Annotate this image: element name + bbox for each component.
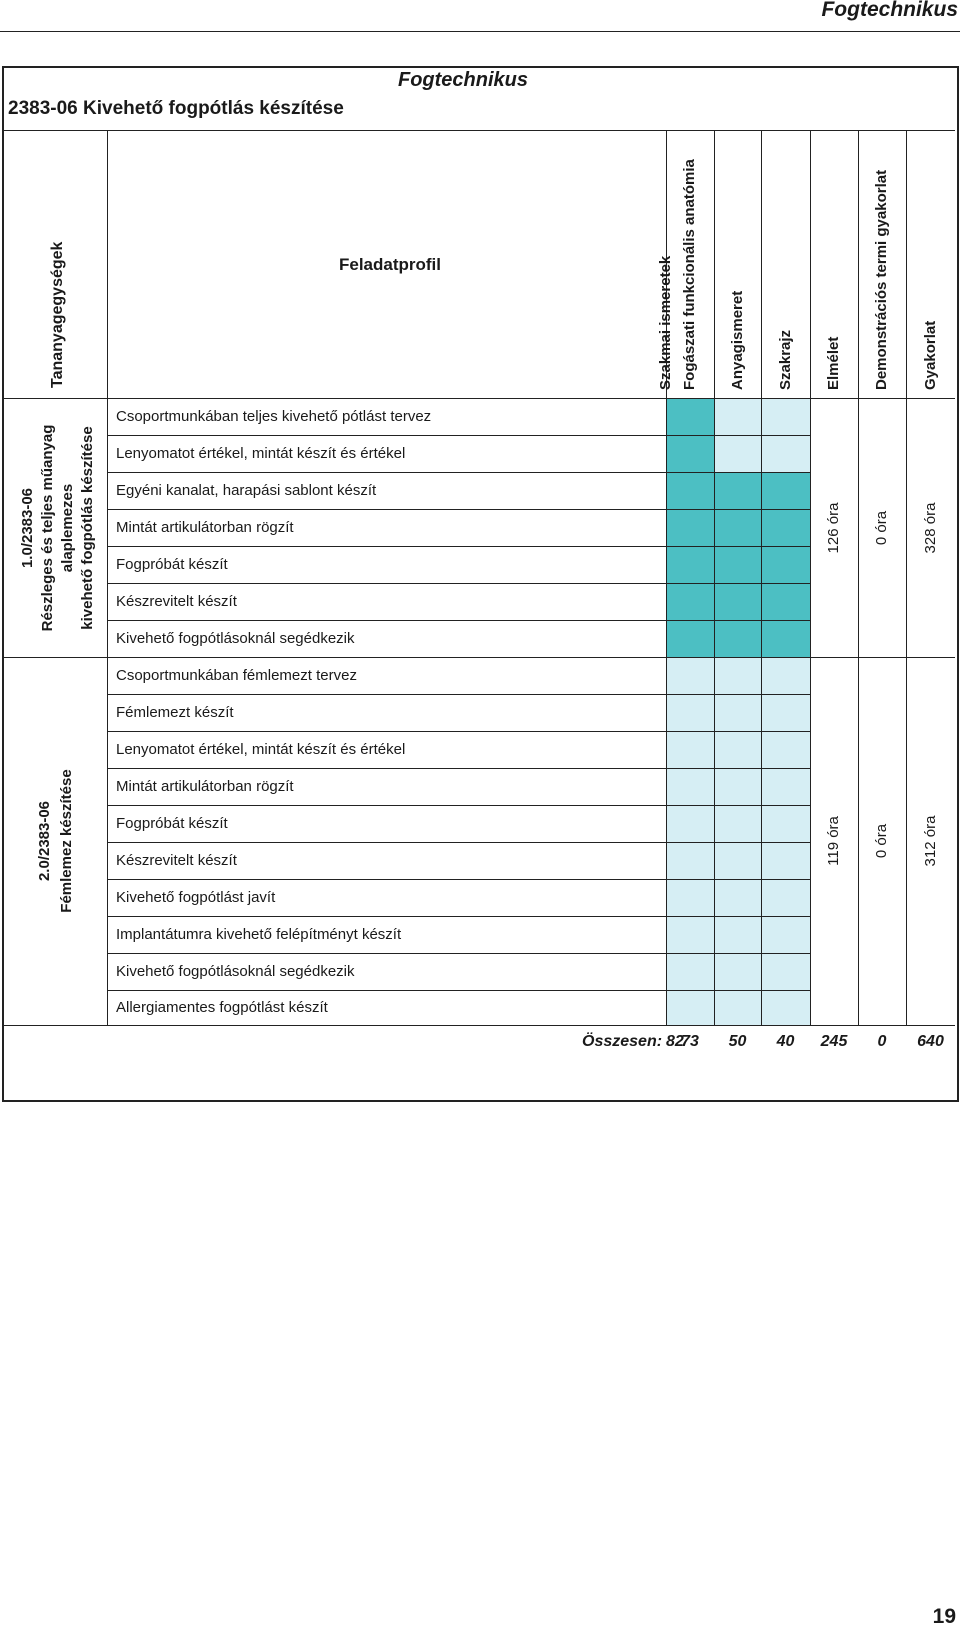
column-header-3: Anyagismeret <box>728 290 746 390</box>
task-mark-cell <box>715 991 761 1025</box>
task-mark-cell <box>715 621 761 657</box>
task-mark-cell <box>762 399 810 435</box>
task-profile-header: Feladatprofil <box>339 255 442 274</box>
task-mark-cell <box>667 473 714 509</box>
task-mark-cell <box>667 843 714 879</box>
task-mark-cell <box>667 954 714 990</box>
task-mark-cell <box>762 436 810 472</box>
task-mark-cell <box>667 547 714 583</box>
task-mark-cell <box>715 695 761 731</box>
unit-divider <box>4 657 955 658</box>
task-label: Csoportmunkában teljes kivehető pótlást tervez <box>116 407 432 425</box>
task-mark-cell <box>762 621 810 657</box>
task-mark-cell <box>667 769 714 805</box>
column-header-1: Szakmai ismeretek <box>657 255 674 390</box>
unit-2-hours-2: 0 óra <box>873 823 890 859</box>
task-mark-cell <box>667 510 714 546</box>
unit-1-hours-1: 126 óra <box>825 502 842 553</box>
task-mark-cell <box>667 917 714 953</box>
task-label: Lenyomatot értékel, mintát készít és értékel <box>116 740 406 758</box>
task-mark-cell <box>715 880 761 916</box>
task-mark-cell <box>667 584 714 620</box>
task-mark-cell <box>762 843 810 879</box>
task-mark-cell <box>762 769 810 805</box>
profession-title: Fogtechnikus <box>398 69 529 91</box>
task-label: Fémlemezt készít <box>116 703 234 721</box>
module-title: 2383-06 Kivehető fogpótlás készítése <box>8 98 344 119</box>
task-label: Egyéni kanalat, harapási sablont készít <box>116 481 377 499</box>
unit-2-title-line-2: Fémlemez készítése <box>58 769 75 913</box>
task-mark-cell <box>762 806 810 842</box>
task-mark-cell <box>667 658 714 694</box>
task-mark-cell <box>762 732 810 768</box>
column-divider-3 <box>810 130 811 1025</box>
totals-value-4: 40 <box>776 1033 795 1050</box>
task-mark-cell <box>667 399 714 435</box>
task-mark-cell <box>762 584 810 620</box>
unit-1-title-line-3: alaplemezes <box>59 483 76 572</box>
totals-value-6: 0 <box>877 1033 887 1050</box>
task-mark-cell <box>762 917 810 953</box>
task-mark-cell <box>762 658 810 694</box>
totals-value-5: 245 <box>820 1033 848 1050</box>
task-mark-cell <box>715 917 761 953</box>
task-mark-cell <box>715 584 761 620</box>
column-divider-4 <box>858 130 859 1025</box>
task-mark-cell <box>667 732 714 768</box>
column-header-7: Gyakorlat <box>921 320 939 390</box>
task-label: Implantátumra kivehető felépítményt készít <box>116 925 402 943</box>
task-label: Allergiamentes fogpótlást készít <box>116 998 328 1016</box>
task-mark-cell <box>715 436 761 472</box>
column-header-2: Fogászati funkcionális anatómia <box>681 159 698 390</box>
column-divider-5 <box>906 130 907 1025</box>
task-mark-cell <box>715 806 761 842</box>
units-header: Tananyagegységek <box>49 241 66 388</box>
task-mark-cell <box>762 880 810 916</box>
page-header-rule <box>0 31 960 32</box>
page-header-title: Fogtechnikus <box>821 0 958 21</box>
task-mark-cell <box>667 991 714 1025</box>
task-mark-cell <box>715 732 761 768</box>
task-label: Csoportmunkában fémlemezt tervez <box>116 666 357 684</box>
task-label: Kivehető fogpótlásoknál segédkezik <box>116 629 355 647</box>
column-header-4: Szakrajz <box>776 329 794 390</box>
task-label: Mintát artikulátorban rögzít <box>116 518 294 536</box>
totals-row-top <box>4 1025 955 1026</box>
task-mark-cell <box>715 769 761 805</box>
page-header <box>0 0 960 32</box>
totals-value-3: 50 <box>728 1033 747 1050</box>
units-column-divider <box>107 130 108 1025</box>
task-mark-cell <box>667 880 714 916</box>
totals-label: Összesen: <box>582 1033 663 1050</box>
task-label: Készrevitelt készít <box>116 592 237 610</box>
task-mark-cell <box>715 510 761 546</box>
task-label: Kivehető fogpótlásoknál segédkezik <box>116 962 355 980</box>
column-header-6: Demonstrációs termi gyakorlat <box>873 169 890 390</box>
task-mark-cell <box>715 399 761 435</box>
task-label: Mintát artikulátorban rögzít <box>116 777 294 795</box>
page-number: 19 <box>932 1605 956 1628</box>
unit-2-title-line-1: 2.0/2383-06 <box>36 800 53 882</box>
task-mark-cell <box>762 547 810 583</box>
task-label: Fogpróbát készít <box>116 814 228 832</box>
task-mark-cell <box>762 991 810 1025</box>
task-mark-cell <box>762 510 810 546</box>
task-mark-cell <box>715 843 761 879</box>
task-mark-cell <box>667 436 714 472</box>
unit-1-title-line-1: 1.0/2383-06 <box>19 487 36 568</box>
unit-1-hours-3: 328 óra <box>921 502 939 553</box>
task-label: Készrevitelt készít <box>116 851 237 869</box>
totals-value-7: 640 <box>917 1033 944 1050</box>
task-mark-cell <box>762 954 810 990</box>
task-mark-cell <box>715 547 761 583</box>
totals-value-2: 73 <box>681 1033 699 1050</box>
unit-2-hours-3: 312 óra <box>921 815 939 867</box>
task-mark-cell <box>762 473 810 509</box>
task-label: Fogpróbát készít <box>116 555 228 573</box>
task-mark-cell <box>667 695 714 731</box>
curriculum-table: 2383-06 Kivehető fogpótlás készítése Fogtechnikus Tananyagegységek Feladatprofil Szakmai ismeretek Fogászati funkcionális anatómia Anyagismeret Szakrajz Elmélet Demonstrációs termi gyakorlat Gyakorlat 1.0/2383-06 Részleges és teljes műanyag alaplemezes kivehető fogpótlás készítése Csoportmunkában teljes kivehető pótlást tervez Lenyomatot értékel, mintát készít és értékel Egyéni kanalat, harapási sablont készít Mintát artikulátorban rögzít Fogpróbát készít Készrevitelt készít Kivehető fogpótlásoknál segédkezik 126 óra 0 óra 328 óra 2.0/2383-06 Fémlemez készítése Csoportmunkában fémlemezt tervez Fémlemezt készít Lenyomatot értékel, mintát készít és értékel Mintát artikulátorban rögzít Fogpróbát készít Készrevitelt készít Kivehető fogpótlást javít Implantátumra kivehető felépítményt készít Kivehető fogpótlásoknál segédkezik Allergiamentes fogpótlást készít 119 óra 0 óra 312 óra Összesen: 82 73 50 40 245 0 640 <box>2 66 959 1102</box>
task-mark-cell <box>762 695 810 731</box>
unit-1-title-line-2: Részleges és teljes műanyag <box>39 424 56 631</box>
task-label: Kivehető fogpótlást javít <box>116 888 276 906</box>
task-mark-cell <box>715 473 761 509</box>
unit-2-hours-1: 119 óra <box>825 816 842 866</box>
task-mark-cell <box>715 658 761 694</box>
column-header-5: Elmélet <box>825 336 842 390</box>
task-mark-cell <box>715 954 761 990</box>
task-mark-cell <box>667 621 714 657</box>
task-label: Lenyomatot értékel, mintát készít és értékel <box>116 444 406 462</box>
header-row-divider <box>4 398 955 399</box>
task-mark-cell <box>667 806 714 842</box>
title-row-divider <box>4 130 955 131</box>
unit-1-hours-2: 0 óra <box>873 510 890 545</box>
unit-1-title-line-4: kivehető fogpótlás készítése <box>79 425 96 630</box>
